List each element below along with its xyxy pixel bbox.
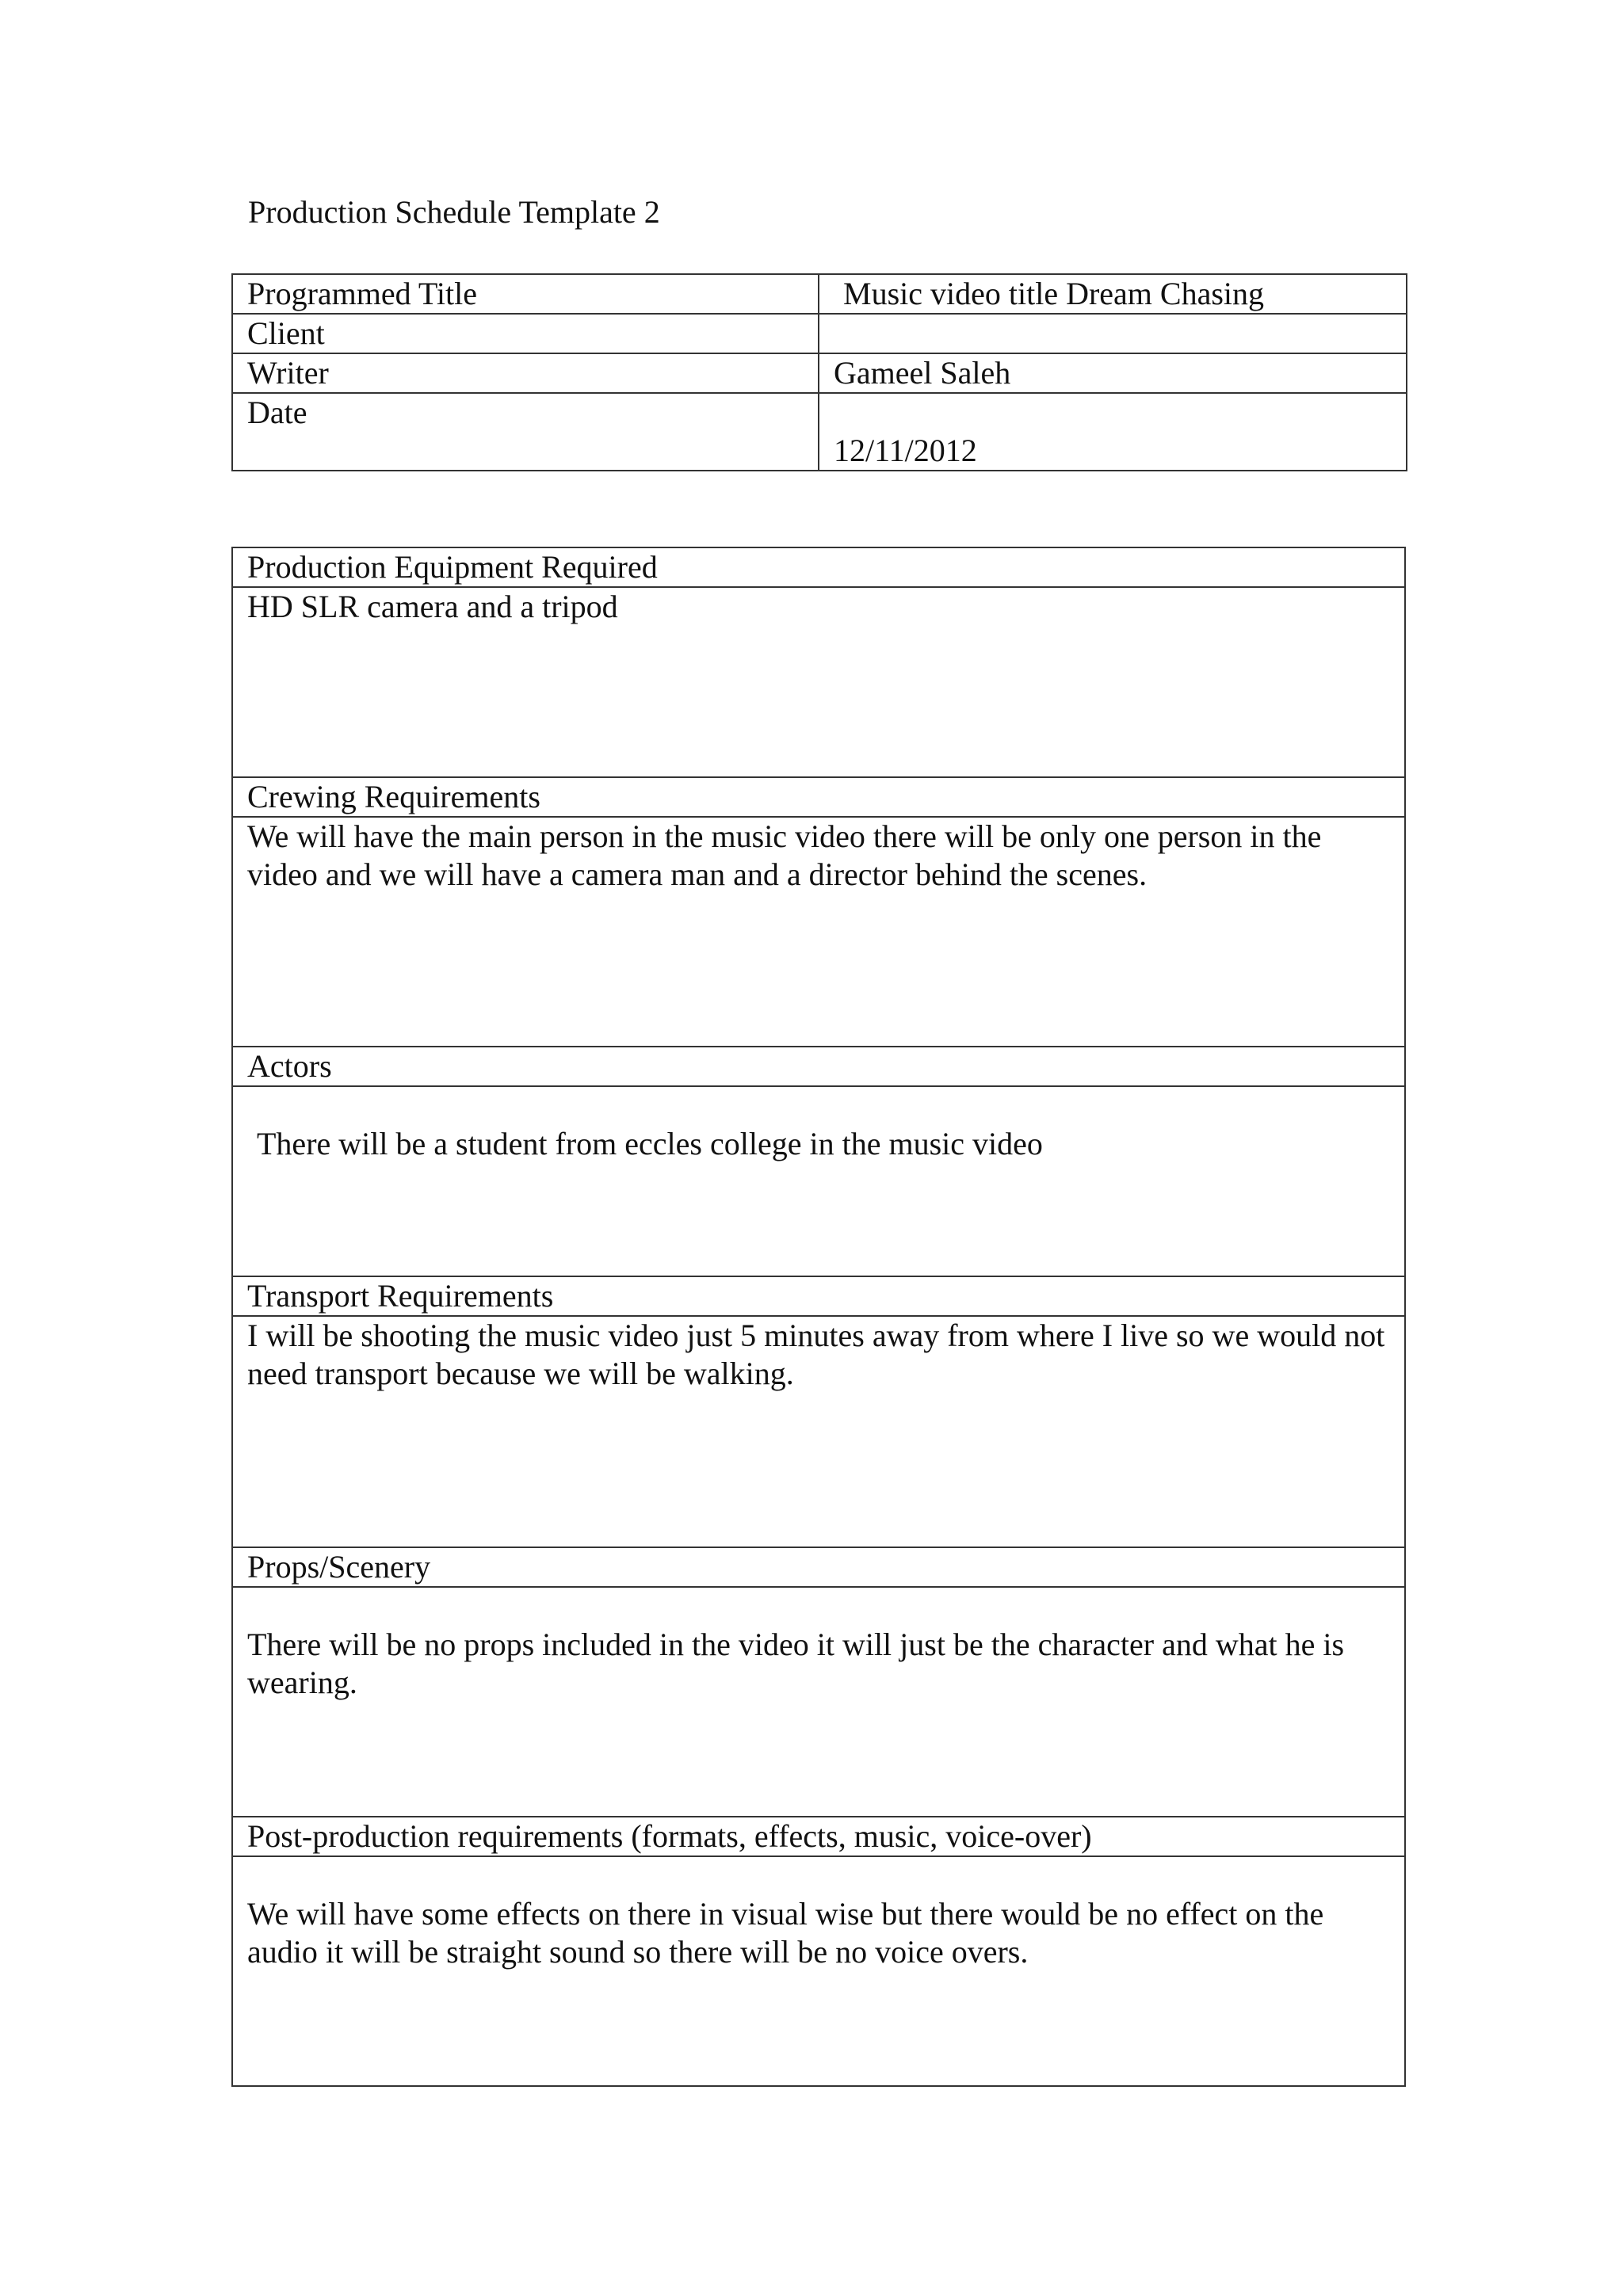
- equipment-heading: Production Equipment Required: [232, 547, 1405, 587]
- page-title: Production Schedule Template 2: [248, 194, 660, 230]
- section-content-row: [232, 587, 1405, 777]
- section-heading-row: [232, 1276, 1405, 1316]
- project-info-table: [231, 273, 1407, 471]
- date-row: [232, 393, 1407, 471]
- writer-row: [232, 353, 1407, 393]
- section-heading-row: [232, 777, 1405, 817]
- section-content-row: [232, 1587, 1405, 1817]
- transport-content: I will be shooting the music video just 5 minutes away from where I live so we would not need transport because we will be walking.: [232, 1316, 1405, 1547]
- props-content: There will be no props included in the video it will just be the character and what he is wearing.: [247, 1627, 1345, 1700]
- client-row: [232, 314, 1407, 353]
- section-heading-row: [232, 1817, 1405, 1856]
- date-value: 12/11/2012: [834, 433, 977, 468]
- section-content-row: [232, 1856, 1405, 2086]
- props-content-cell: [232, 1587, 1405, 1817]
- client-value: [819, 314, 1407, 353]
- section-content-row: [232, 817, 1405, 1047]
- programmed-title-value: [819, 274, 1407, 314]
- programmed-title-text: Music video title Dream Chasing: [843, 276, 1265, 311]
- section-heading-row: [232, 547, 1405, 587]
- crewing-content: We will have the main person in the music video there will be only one person in the video and we will have a camera man and a director behind the scenes.: [232, 817, 1405, 1047]
- post-production-content-cell: [232, 1856, 1405, 2086]
- programmed-title-label: Programmed Title: [232, 274, 819, 314]
- actors-heading: Actors: [232, 1047, 1405, 1086]
- programmed-title-row: [232, 274, 1407, 314]
- transport-heading: Transport Requirements: [232, 1276, 1405, 1316]
- date-value-cell: [819, 393, 1407, 471]
- requirements-table: [231, 547, 1406, 2087]
- actors-content: There will be a student from eccles college in the music video: [257, 1126, 1043, 1161]
- post-production-heading: Post-production requirements (formats, effects, music, voice-over): [232, 1817, 1405, 1856]
- crewing-heading: Crewing Requirements: [232, 777, 1405, 817]
- section-content-row: [232, 1316, 1405, 1547]
- post-production-content: We will have some effects on there in visual wise but there would be no effect on the audio it will be straight sound so there will be no voice overs.: [247, 1896, 1324, 1970]
- section-content-row: [232, 1086, 1405, 1276]
- writer-label: Writer: [232, 353, 819, 393]
- writer-value: Gameel Saleh: [819, 353, 1407, 393]
- equipment-content: HD SLR camera and a tripod: [232, 587, 1405, 777]
- actors-content-cell: [232, 1086, 1405, 1276]
- props-heading: Props/Scenery: [232, 1547, 1405, 1587]
- section-heading-row: [232, 1047, 1405, 1086]
- date-label: Date: [232, 393, 819, 471]
- client-label: Client: [232, 314, 819, 353]
- section-heading-row: [232, 1547, 1405, 1587]
